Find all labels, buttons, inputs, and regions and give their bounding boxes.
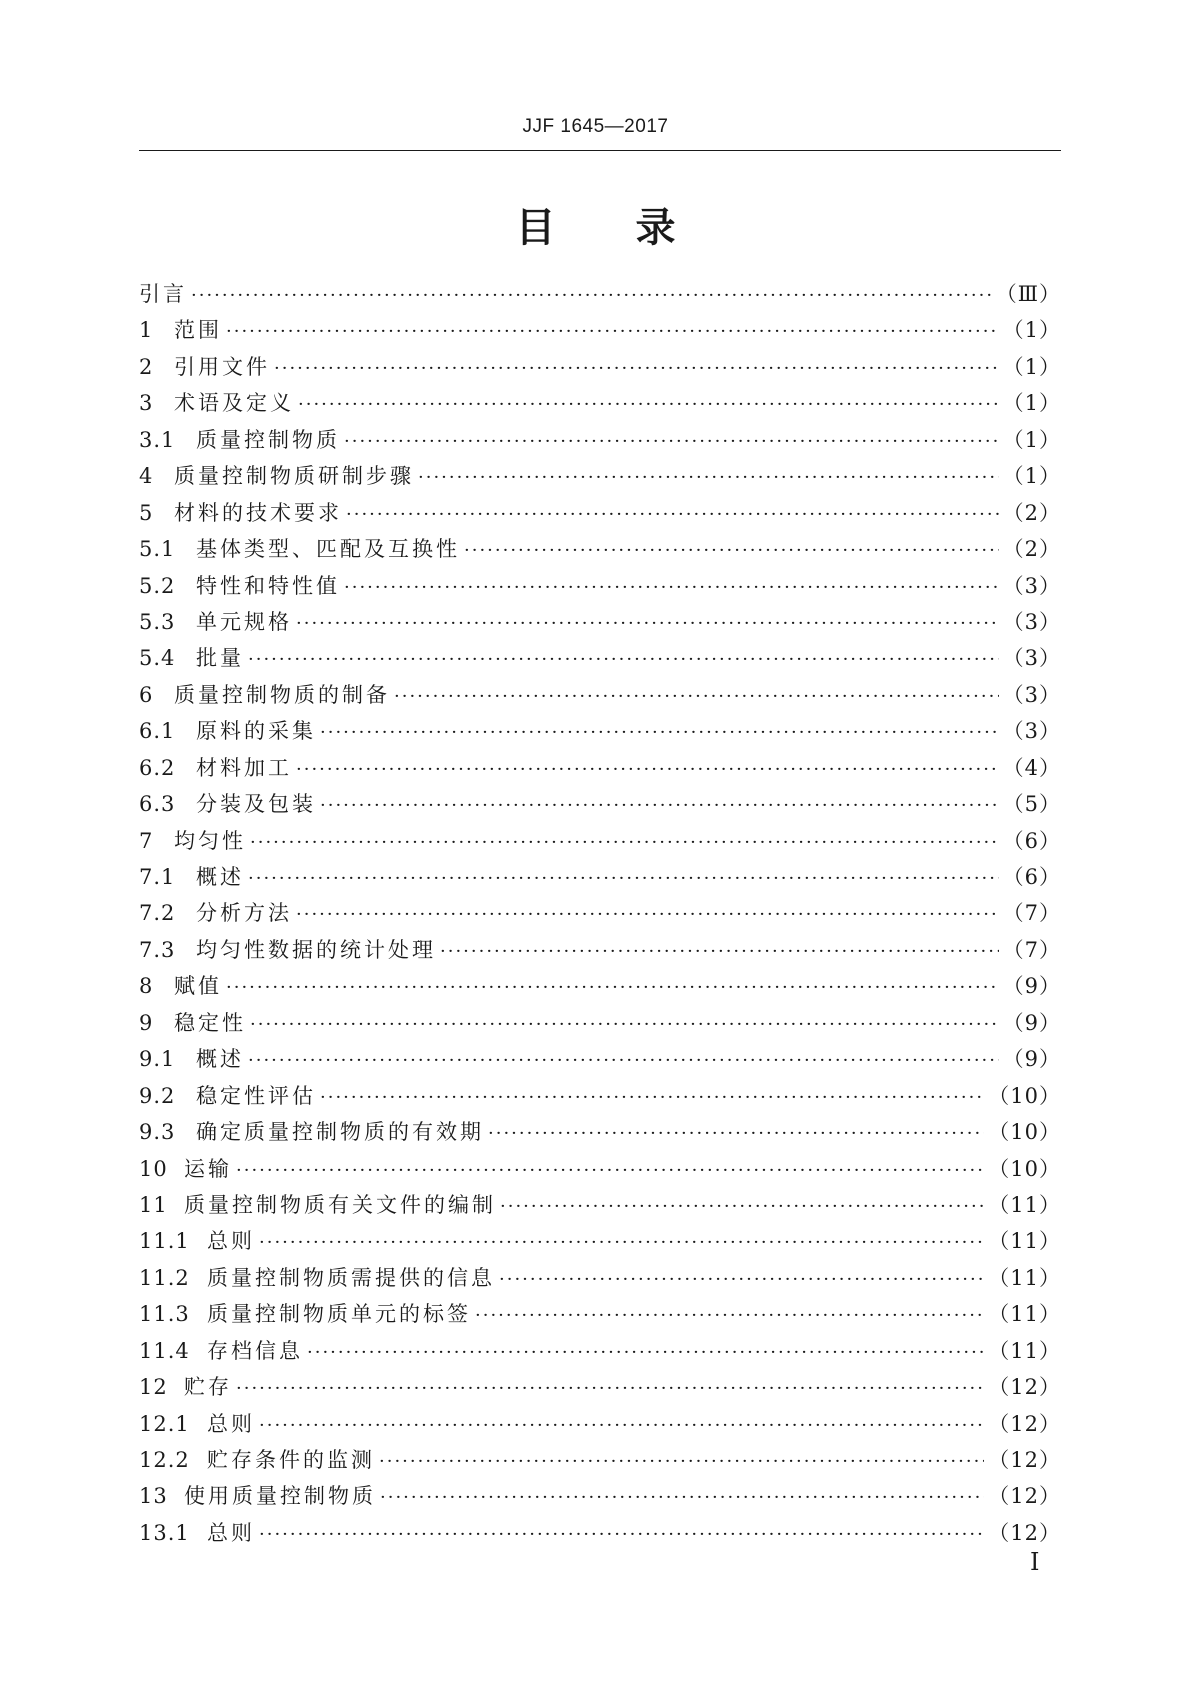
toc-entry-label: 贮存	[184, 1375, 232, 1400]
toc-entry-page: （2）	[1002, 537, 1061, 562]
toc-entry-number: 11	[139, 1192, 168, 1217]
toc-entry[interactable]	[139, 1408, 1061, 1444]
toc-entry[interactable]	[139, 715, 1061, 751]
toc-entry[interactable]	[139, 1225, 1061, 1261]
toc-entry[interactable]	[139, 1262, 1061, 1298]
dot-leader	[394, 686, 999, 707]
toc-entry-number: 8	[139, 974, 154, 999]
toc-entry-number: 9.2	[139, 1083, 176, 1108]
toc-entry-number: 5.4	[139, 646, 176, 671]
toc-entry[interactable]	[139, 897, 1061, 933]
dot-leader	[226, 321, 999, 342]
toc-entry[interactable]	[139, 1298, 1061, 1334]
toc-entry-label: 材料加工	[196, 755, 292, 780]
toc-entry-number: 1	[139, 318, 154, 343]
toc-entry-number: 7.3	[139, 937, 176, 962]
toc-entry[interactable]	[139, 1153, 1061, 1189]
toc-entry[interactable]	[139, 1080, 1061, 1116]
document-code-header: JJF 1645—2017	[522, 116, 669, 137]
toc-entry-page: （12）	[988, 1375, 1061, 1400]
toc-entry-label: 基体类型、匹配及互换性	[196, 537, 460, 562]
toc-entry-page: （7）	[1002, 901, 1061, 926]
toc-entry[interactable]	[139, 351, 1061, 387]
toc-entry-label: 确定质量控制物质的有效期	[196, 1120, 484, 1145]
dot-leader	[248, 649, 999, 670]
page-number: I	[1030, 1548, 1040, 1576]
toc-entry-label: 质量控制物质的制备	[174, 682, 390, 707]
toc-entry-page: （11）	[988, 1192, 1061, 1217]
toc-entry-label: 总则	[207, 1520, 255, 1545]
dot-leader	[298, 394, 999, 415]
toc-entry-page: （6）	[1002, 828, 1061, 853]
dot-leader	[379, 1451, 984, 1472]
toc-entry[interactable]	[139, 314, 1061, 350]
toc-entry-number: 13	[139, 1484, 168, 1509]
toc-entry-page: （12）	[988, 1520, 1061, 1545]
toc-entry-label: 术语及定义	[174, 391, 294, 416]
toc-entry[interactable]	[139, 1517, 1061, 1553]
toc-entry-page: （1）	[1002, 354, 1061, 379]
dot-leader	[380, 1487, 984, 1508]
toc-entry-label: 质量控制物质研制步骤	[174, 464, 414, 489]
toc-entry-label: 原料的采集	[196, 719, 316, 744]
toc-entry-label: 质量控制物质有关文件的编制	[184, 1192, 496, 1217]
toc-entry-number: 11.3	[139, 1302, 190, 1327]
toc-entry-number: 7.1	[139, 865, 176, 889]
toc-entry-number: 9.3	[139, 1120, 176, 1145]
toc-entry[interactable]	[139, 788, 1061, 824]
toc-entry-label: 均匀性	[174, 828, 246, 853]
dot-leader	[250, 832, 999, 853]
title-char-2: 录	[635, 205, 676, 251]
toc-entry-page: （1）	[1002, 464, 1061, 489]
toc-entry-number: 11.4	[139, 1338, 190, 1363]
toc-entry-label: 贮存条件的监测	[207, 1448, 375, 1472]
toc-entry-number: 3	[139, 391, 154, 416]
toc-entry-number: 12.1	[139, 1411, 190, 1436]
toc-entry-label: 引言	[139, 282, 187, 306]
toc-entry-label: 稳定性	[174, 1010, 246, 1035]
toc-entry[interactable]	[139, 497, 1061, 533]
toc-entry-page: （11）	[988, 1338, 1061, 1363]
dot-leader	[320, 795, 999, 816]
toc-entry-number: 4	[139, 464, 154, 489]
toc-entry-label: 单元规格	[196, 609, 292, 634]
toc-entry-page: （1）	[1002, 391, 1061, 416]
toc-entry-page: （1）	[1002, 318, 1061, 343]
toc-entry-number: 6	[139, 682, 154, 707]
toc-entry[interactable]	[139, 460, 1061, 496]
toc-entry-page: （3）	[1002, 573, 1061, 598]
toc-entry-page: （12）	[988, 1448, 1061, 1472]
toc-entry-page: （3）	[1002, 719, 1061, 744]
dot-leader	[320, 722, 999, 743]
toc-entry-page: （5）	[1002, 792, 1061, 817]
toc-entry-label: 概述	[196, 1047, 244, 1072]
dot-leader	[236, 1160, 984, 1181]
toc-entry[interactable]	[139, 1480, 1061, 1516]
toc-entry-page: （6）	[1002, 865, 1061, 889]
toc-entry-number: 12.2	[139, 1448, 190, 1472]
toc-entry-number: 9	[139, 1010, 154, 1035]
dot-leader	[250, 1014, 999, 1035]
toc-entry-page: （3）	[1002, 682, 1061, 707]
toc-entry-label: 质量控制物质单元的标签	[207, 1302, 471, 1327]
page-title	[0, 196, 1191, 253]
dot-leader	[307, 1342, 984, 1363]
toc-entry[interactable]	[139, 752, 1061, 788]
dot-leader	[274, 358, 999, 379]
toc-entry-label: 稳定性评估	[196, 1083, 316, 1108]
dot-leader	[191, 285, 992, 306]
toc-entry-label: 赋值	[174, 974, 222, 999]
dot-leader	[320, 1087, 984, 1108]
toc-entry[interactable]	[139, 533, 1061, 569]
toc-entry[interactable]	[139, 642, 1061, 678]
toc-entry-page: （12）	[988, 1411, 1061, 1436]
toc-entry-page: （11）	[988, 1302, 1061, 1327]
toc-entry-label: 分析方法	[196, 901, 292, 926]
toc-entry[interactable]	[139, 861, 1061, 897]
dot-leader	[296, 613, 999, 634]
toc-entry-page: （4）	[1002, 755, 1061, 780]
toc-entry-label: 均匀性数据的统计处理	[196, 937, 436, 962]
toc-entry-label: 材料的技术要求	[174, 500, 342, 525]
toc-entry-label: 使用质量控制物质	[184, 1484, 376, 1509]
toc-entry-number: 3.1	[139, 427, 176, 452]
toc-entry-number: 2	[139, 354, 154, 379]
toc-entry-label: 总则	[207, 1229, 255, 1254]
dot-leader	[488, 1123, 984, 1144]
toc-entry-label: 运输	[184, 1156, 232, 1181]
toc-entry-page: （10）	[988, 1156, 1061, 1181]
toc-entry-number: 6.1	[139, 719, 176, 744]
toc-entry[interactable]	[139, 679, 1061, 715]
toc-entry-page: （3）	[1002, 646, 1061, 671]
toc-entry-number: 10	[139, 1156, 168, 1181]
toc-entry-page: （11）	[988, 1229, 1061, 1254]
toc-entry-label: 分装及包装	[196, 792, 316, 817]
toc-entry-number: 7	[139, 828, 154, 853]
dot-leader	[296, 904, 999, 925]
toc-entry[interactable]	[139, 970, 1061, 1006]
toc-entry-label: 概述	[196, 865, 244, 889]
toc-entry-label: 总则	[207, 1411, 255, 1436]
toc-entry-number: 13.1	[139, 1520, 190, 1545]
toc-entry-page: （12）	[988, 1484, 1061, 1509]
toc-entry[interactable]	[139, 1444, 1061, 1480]
dot-leader	[259, 1232, 984, 1253]
toc-entry[interactable]	[139, 1043, 1061, 1079]
toc-entry-label: 存档信息	[207, 1338, 303, 1363]
toc-entry-page: （3）	[1002, 609, 1061, 634]
toc-entry-number: 12	[139, 1375, 168, 1400]
toc-entry-page: （1）	[1002, 427, 1061, 452]
toc-entry-page: （9）	[1002, 1010, 1061, 1035]
dot-leader	[296, 759, 999, 780]
toc-entry-number: 11.2	[139, 1265, 190, 1290]
toc-entry[interactable]	[139, 387, 1061, 423]
toc-entry[interactable]	[139, 424, 1061, 460]
toc-entry-number: 7.2	[139, 901, 176, 926]
toc-entry-page: （10）	[988, 1083, 1061, 1108]
toc-entry[interactable]	[139, 1007, 1061, 1043]
dot-leader	[248, 1050, 999, 1071]
dot-leader	[344, 431, 999, 452]
toc-entry[interactable]	[139, 1116, 1061, 1152]
toc-entry-page: （10）	[988, 1120, 1061, 1145]
toc-entry-page: （7）	[1002, 937, 1061, 962]
dot-leader	[259, 1415, 984, 1436]
toc-entry-label: 引用文件	[174, 354, 270, 379]
dot-leader	[226, 977, 999, 998]
toc-entry[interactable]	[139, 1371, 1061, 1407]
toc-entry-number: 6.3	[139, 792, 176, 817]
toc-entry[interactable]	[139, 1189, 1061, 1225]
toc-entry[interactable]	[139, 606, 1061, 642]
toc-entry-number: 9.1	[139, 1047, 176, 1072]
dot-leader	[475, 1305, 984, 1326]
toc-entry-label: 范围	[174, 318, 222, 343]
toc-entry-number: 11.1	[139, 1229, 190, 1254]
toc-entry-number: 6.2	[139, 755, 176, 780]
toc-entry-number: 5	[139, 500, 154, 525]
toc-entry[interactable]	[139, 1335, 1061, 1371]
toc-entry-number: 5.2	[139, 573, 176, 598]
header-rule	[139, 150, 1061, 151]
toc-entry-page: （Ⅲ）	[995, 282, 1061, 306]
dot-leader	[346, 504, 999, 525]
toc-entry[interactable]	[139, 825, 1061, 861]
toc-entry[interactable]	[139, 934, 1061, 970]
toc-entry-label: 质量控制物质需提供的信息	[207, 1265, 495, 1290]
dot-leader	[236, 1378, 984, 1399]
toc-entry-number: 5.1	[139, 537, 176, 562]
dot-leader	[440, 941, 999, 962]
toc-entry-page: （9）	[1002, 974, 1061, 999]
toc-entry-page: （9）	[1002, 1047, 1061, 1072]
toc-entry-number: 5.3	[139, 609, 176, 634]
dot-leader	[464, 540, 999, 561]
toc-entry-label: 特性和特性值	[196, 573, 340, 598]
toc-entry-page: （11）	[988, 1265, 1061, 1290]
dot-leader	[418, 467, 999, 488]
toc-entry-label: 质量控制物质	[196, 427, 340, 452]
dot-leader	[344, 577, 999, 598]
dot-leader	[499, 1269, 984, 1290]
dot-leader	[500, 1196, 984, 1217]
toc-entry-label: 批量	[196, 646, 244, 671]
table-of-contents	[139, 278, 1061, 1553]
toc-entry[interactable]	[139, 278, 1061, 314]
dot-leader	[248, 868, 999, 889]
dot-leader	[259, 1524, 984, 1545]
toc-entry[interactable]	[139, 570, 1061, 606]
title-char-1: 目	[515, 205, 556, 251]
toc-entry-page: （2）	[1002, 500, 1061, 525]
